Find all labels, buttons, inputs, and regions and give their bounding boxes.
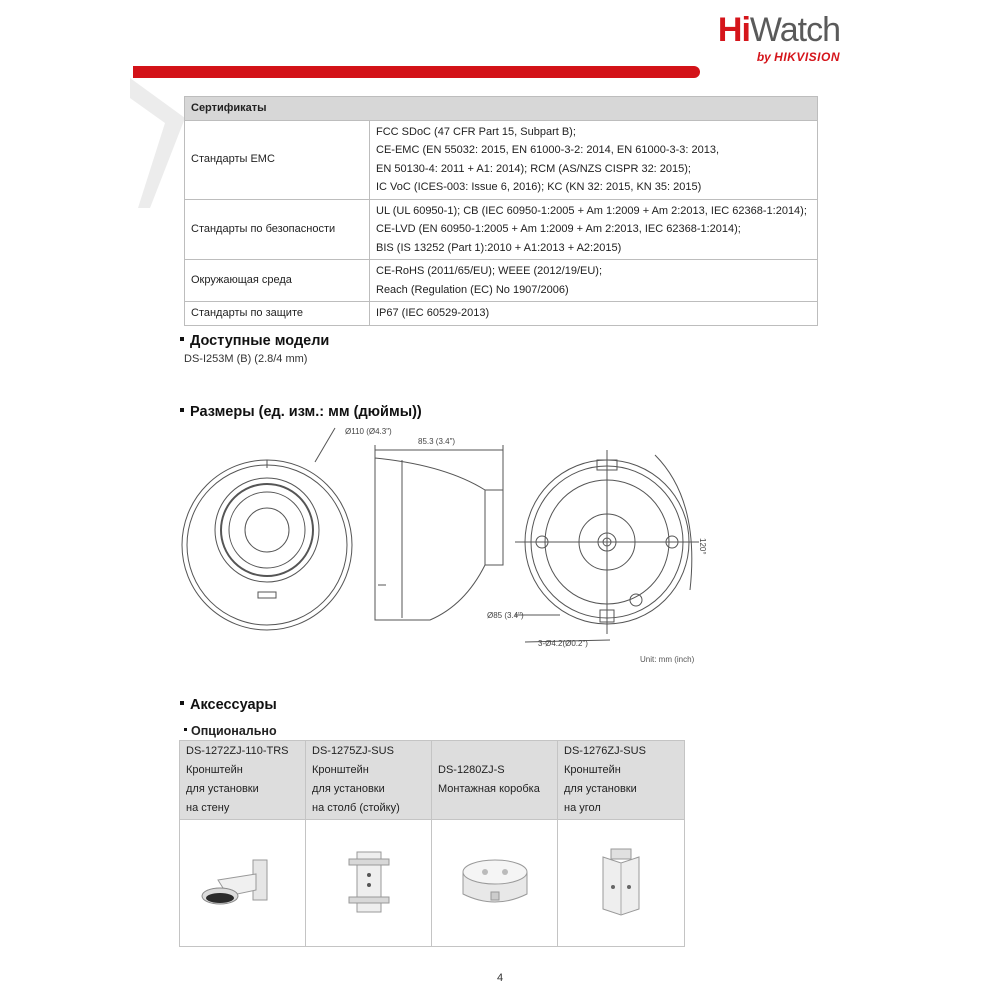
dim-length: 85.3 (3.4") (418, 437, 456, 446)
cert-line: FCC SDoC (47 CFR Part 15, Subpart B); (376, 125, 576, 138)
cert-line: CE-RoHS (2011/65/EU); WEEE (2012/19/EU); (376, 265, 602, 277)
pole-mount-icon (339, 847, 399, 917)
corner-mount-icon (591, 847, 651, 917)
logo-by: by (756, 50, 775, 64)
cert-key: Окружающая среда (185, 260, 370, 302)
accessory-image-pole (306, 820, 432, 947)
accessory-desc: Кронштейн (186, 764, 243, 776)
accessory-image-corner (558, 820, 685, 947)
cert-value (370, 199, 818, 260)
accessory-desc: на стену (186, 802, 230, 814)
accessory-image-wall (180, 820, 306, 947)
dimensions-heading (180, 404, 422, 420)
accessory-desc: для установки (564, 783, 637, 795)
model-list: DS-I253M (B) (2.8/4 mm) (184, 353, 308, 365)
accessory-model: DS-1272ZJ-110-TRS (186, 745, 289, 757)
cert-line: CE-LVD (EN 60950-1:2005 + Am 1:2009 + Am 2:2013, IEC 62368-1:2014); (376, 223, 741, 235)
accessory-desc: для установки (186, 783, 259, 795)
logo-watch: Watch (749, 11, 840, 49)
accessory-label-box (432, 741, 558, 820)
accessory-model: DS-1276ZJ-SUS (564, 745, 646, 757)
accessory-desc: на угол (564, 802, 601, 814)
page-number: 4 (497, 972, 504, 984)
side-view (375, 445, 503, 620)
dim-diameter-110: Ø110 (Ø4.3") (345, 427, 392, 436)
dim-angle: 120° (698, 538, 707, 555)
header-red-bar (133, 66, 700, 78)
accessory-model: DS-1280ZJ-S (438, 764, 505, 776)
unit-note: Unit: mm (inch) (640, 655, 695, 664)
cert-line: EN 50130-4: 2011 + A1: 2014); RCM (AS/NZS CISPR 32: 2015); (376, 162, 691, 175)
accessories-heading (180, 697, 277, 713)
accessories-title: Аксессуары (190, 697, 277, 713)
brand-logo (718, 12, 840, 64)
cert-key: Стандарты по защите (185, 302, 370, 326)
dim-diameter-85: Ø85 (3.4") (487, 611, 524, 620)
accessory-desc: Кронштейн (312, 764, 369, 776)
accessory-model: DS-1275ZJ-SUS (312, 745, 394, 757)
accessory-image-box (432, 820, 558, 947)
accessory-label-corner (558, 741, 685, 820)
cert-value (370, 260, 818, 302)
front-view (182, 428, 352, 630)
cert-value (370, 120, 818, 199)
accessory-desc: Кронштейн (564, 764, 621, 776)
cert-row-emc (185, 120, 818, 199)
junction-box-icon (455, 852, 535, 912)
cert-row-protection (185, 302, 818, 326)
dimensions-title: Размеры (ед. изм.: мм (дюймы)) (190, 404, 422, 420)
cert-line: CE-EMC (EN 55032: 2015, EN 61000-3-2: 2014, EN 61000-3-3: 2013, (376, 144, 720, 156)
accessory-desc: на столб (стойку) (312, 802, 400, 814)
logo-hi: Hi (717, 11, 750, 49)
cert-line: Reach (Regulation (EC) No 1907/2006) (376, 283, 569, 296)
cert-row-safety (185, 199, 818, 260)
wall-mount-icon (198, 852, 288, 912)
dimension-drawing (180, 420, 720, 660)
certificates-table (184, 96, 818, 326)
certificates-header: Сертификаты (185, 97, 818, 121)
cert-line: BIS (IS 13252 (Part 1):2010 + A1:2013 + A2:2015) (376, 241, 622, 254)
accessory-desc: для установки (312, 783, 385, 795)
bottom-view (515, 450, 699, 642)
cert-key: Стандарты EMC (185, 120, 370, 199)
cert-line: IC VoC (ICES-003: Issue 6, 2016); KC (KN 32: 2015, KN 35: 2015) (376, 181, 702, 193)
models-title: Доступные модели (190, 333, 330, 349)
cert-line: UL (UL 60950-1); CB (IEC 60950-1:2005 + Am 1:2009 + Am 2:2013, IEC 62368-1:2014); (376, 204, 807, 217)
decorative-swoosh-icon (130, 78, 190, 208)
cert-key: Стандарты по безопасности (185, 199, 370, 260)
models-heading (180, 333, 329, 349)
accessory-desc: Монтажная коробка (438, 783, 540, 795)
cert-value (370, 302, 818, 326)
cert-row-environment (185, 260, 818, 302)
cert-line: IP67 (IEC 60529-2013) (376, 307, 490, 319)
accessory-label-wall (180, 741, 306, 820)
dim-holes: 3-Ø4.2(Ø0.2") (538, 639, 588, 648)
optional-title: Опционально (191, 724, 277, 738)
logo-brand: HIKVISION (774, 50, 840, 64)
accessory-label-pole (306, 741, 432, 820)
accessories-table (179, 740, 685, 947)
optional-heading (184, 724, 277, 738)
